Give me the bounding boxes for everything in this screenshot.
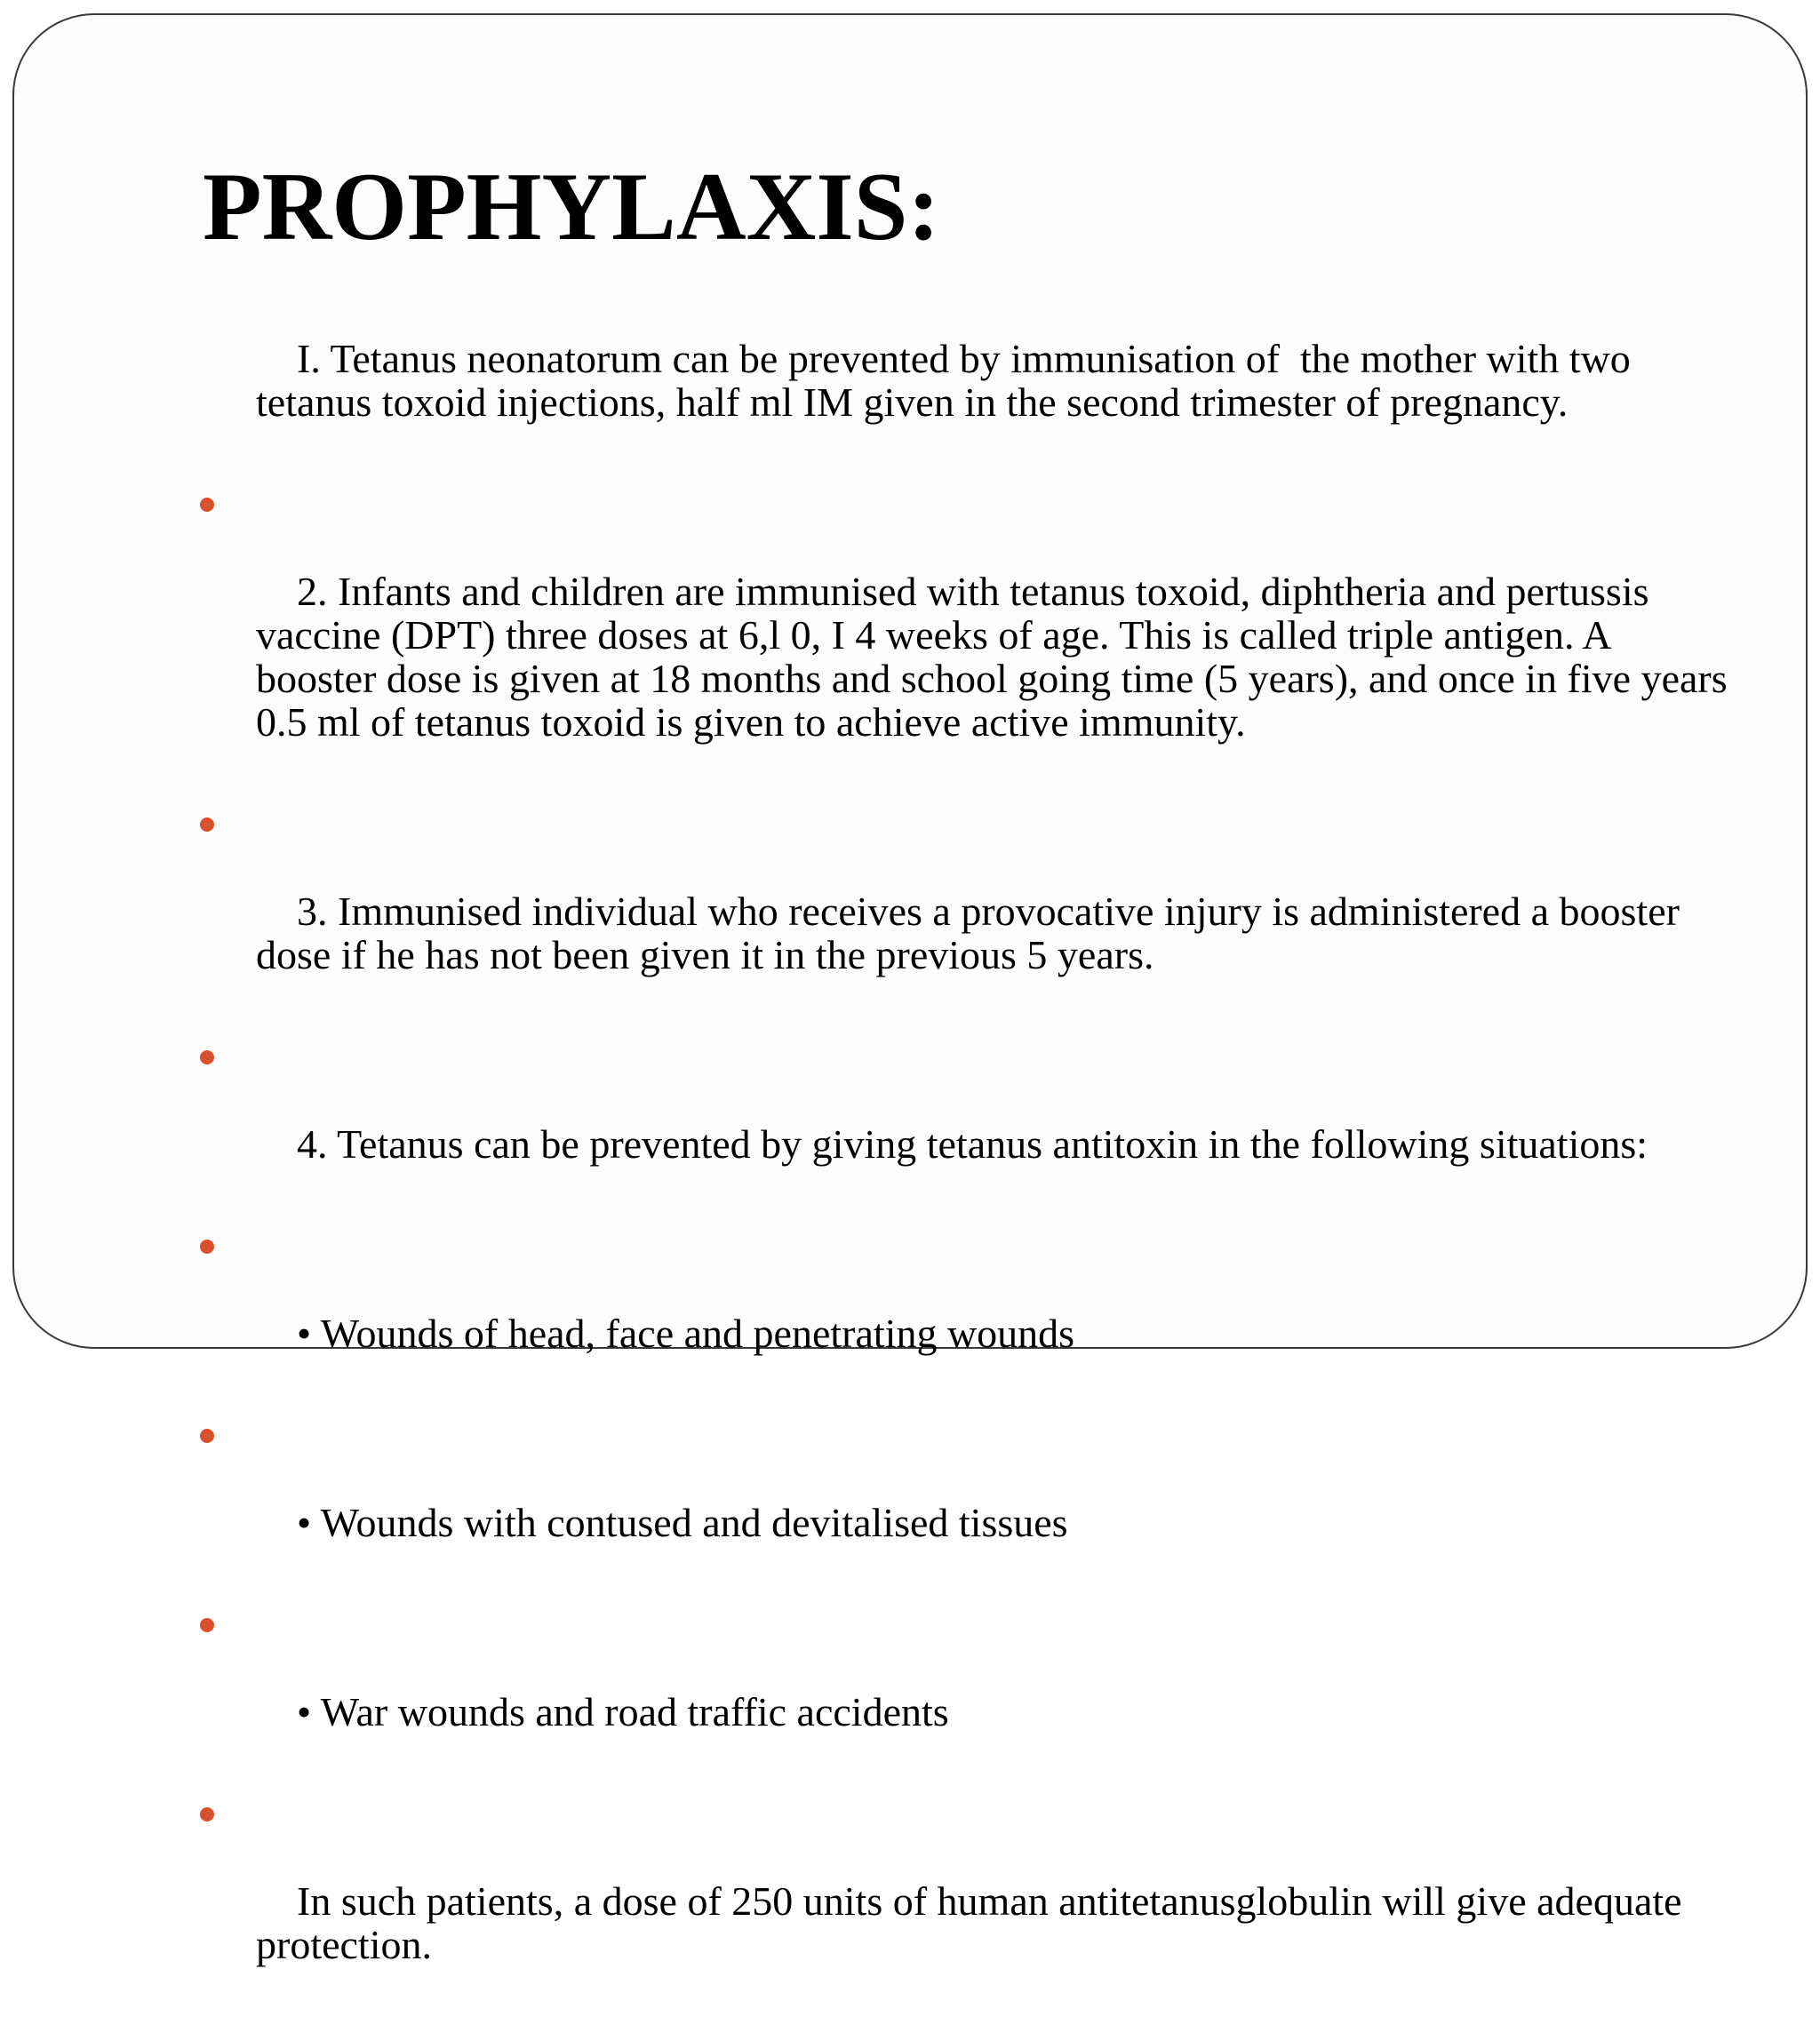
bullet-dot-icon xyxy=(200,817,214,832)
bullet-dot-icon xyxy=(200,1240,214,1254)
bullet-list xyxy=(256,293,1738,2025)
bullet-dot-icon xyxy=(200,1050,214,1064)
list-item xyxy=(256,1035,1731,1209)
list-item-text: • Wounds of head, face and penetrating wounds xyxy=(297,1311,1075,1356)
list-item xyxy=(256,802,1731,1020)
list-item-text: • Wounds with contused and devitalised tissues xyxy=(297,1500,1068,1545)
bullet-dot-icon xyxy=(200,498,214,512)
list-item-text: 4. Tetanus can be prevented by giving tetanus antitoxin in the following situations: xyxy=(297,1121,1648,1167)
list-item-text: 3. Immunised individual who receives a provocative injury is administered a booster dose if he has not been given it in the previous 5 years. xyxy=(256,889,1690,977)
slide-title: PROPHYLAXIS: xyxy=(203,153,940,260)
list-item xyxy=(256,482,1738,787)
list-item-text: In such patients, a dose of 250 units of human antitetanusglobulin will give adequate protection. xyxy=(256,1878,1693,1967)
list-item xyxy=(256,1414,1731,1588)
list-item xyxy=(256,1792,1731,2010)
list-item-text: I. Tetanus neonatorum can be prevented by immunisation of the mother with two tetanus toxoid injections, half ml IM given in the second trimester of pregnancy. xyxy=(256,336,1641,425)
list-item-text: 2. Infants and children are immunised with tetanus toxoid, diphtheria and pertussis vaccine (DPT) three doses at 6,l 0, I 4 weeks of age. This is called triple antigen. A booster dose is given at 18 months and school going time (5 years), and once in five years 0.5 ml of tetanus toxoid is given to achieve active immunity. xyxy=(256,569,1738,745)
bullet-dot-icon xyxy=(200,1807,214,1822)
bullet-dot-icon xyxy=(200,1618,214,1632)
list-item xyxy=(256,1224,1731,1399)
list-item xyxy=(256,293,1731,467)
list-item xyxy=(256,1603,1731,1777)
list-item-text: • War wounds and road traffic accidents xyxy=(297,1689,949,1734)
bullet-dot-icon xyxy=(200,1429,214,1443)
